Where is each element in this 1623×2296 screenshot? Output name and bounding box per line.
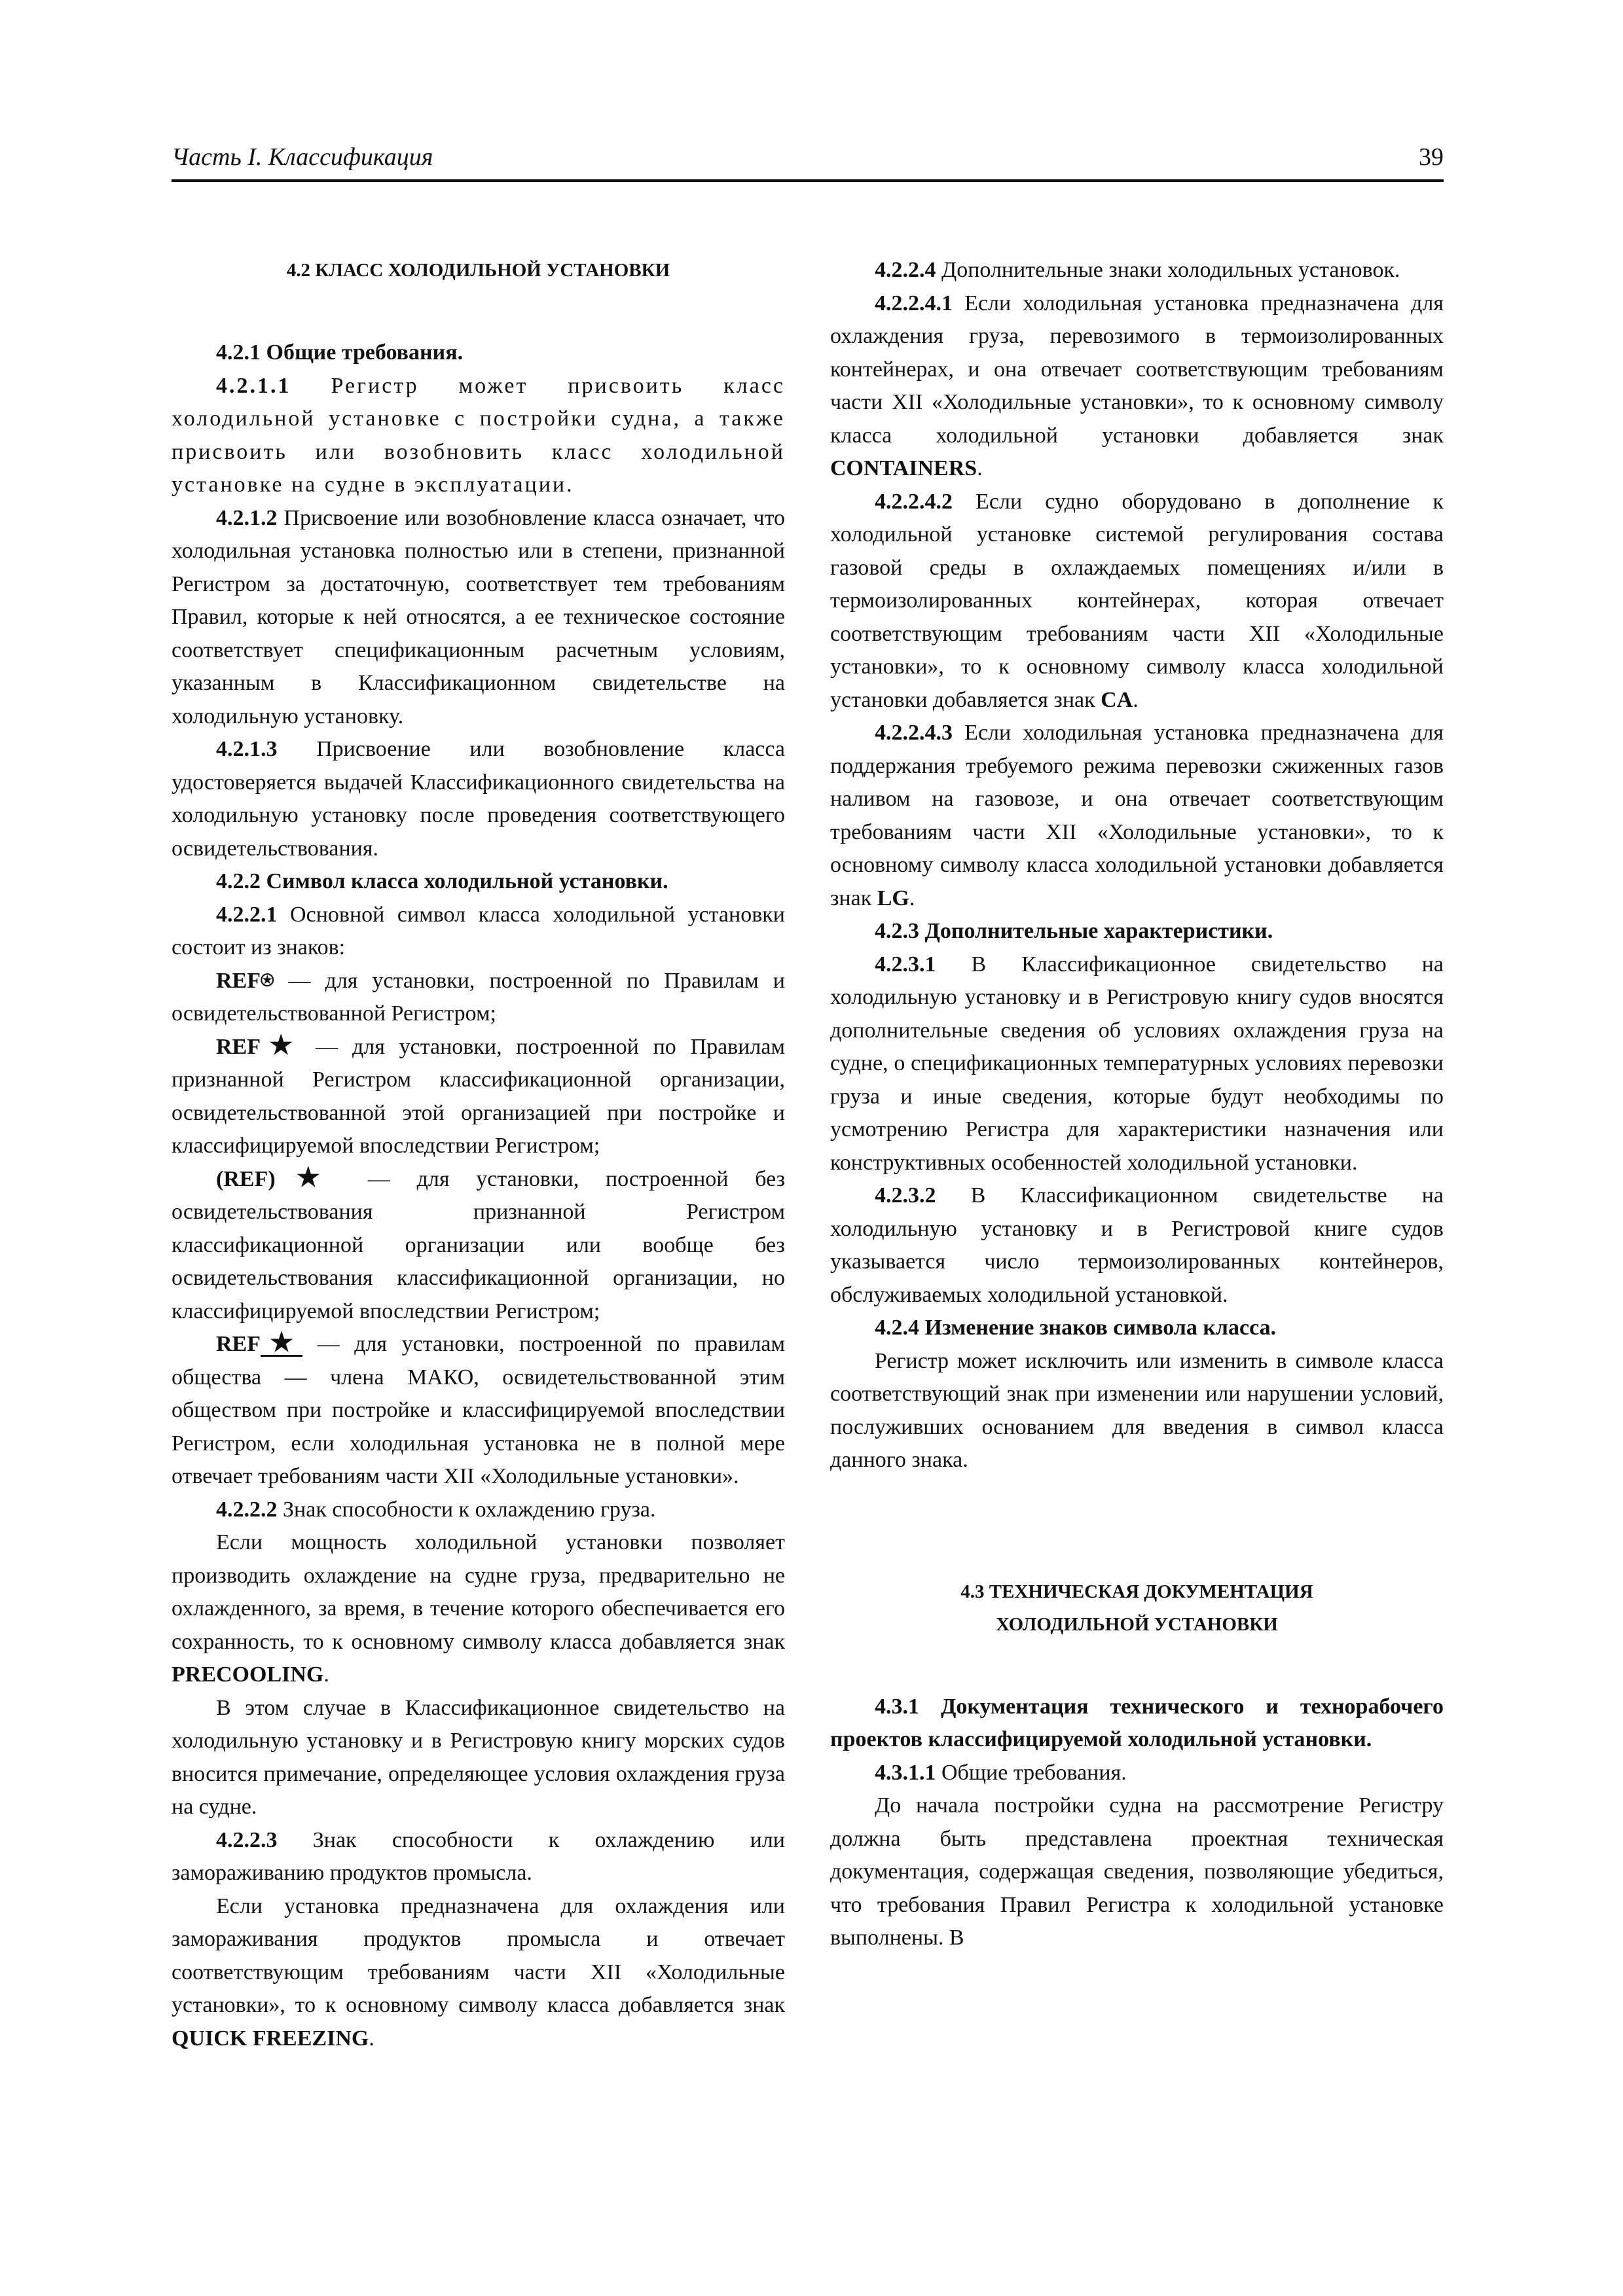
clause-number: 4.2.2.4.3 xyxy=(875,721,953,745)
left-column xyxy=(172,254,785,2055)
paragraph-precooling: Если мощность холодильной установки позволяет производить охлаждение на судне груза, предварительно не охлажденного, за время, в течение которого обеспечивается его сохранность, то к основному символу класса добавляется знак PRECOOLING. xyxy=(172,1530,785,1687)
class-mark: REF xyxy=(216,1332,261,1356)
clause-number: 4.2.2.3 xyxy=(216,1827,278,1852)
class-mark-lg: LG xyxy=(877,886,909,910)
paragraph-4-2-3-1 xyxy=(830,948,1444,1180)
paragraph-4-2-1-3 xyxy=(172,733,785,865)
clause-text: Дополнительные знаки холодильных установок. xyxy=(936,258,1400,282)
clause-text: В Классификационное свидетельство на холодильную установку и в Регистровую книгу судов вносятся дополнительные сведения об условиях охлаждения груза на судне, о спецификационных температурных условиях перевозки груза и иные сведения, которые будут необходимы по усмотрению Регистра для характеристики назначения или конструктивных особенностей холодильной установки. xyxy=(830,952,1444,1175)
page-header xyxy=(172,143,1444,182)
subsection-heading-4-2-3: 4.2.3 Дополнительные характеристики. xyxy=(875,919,1273,943)
clause-text: Если установка предназначена для охлаждения или замораживания продуктов промысла и отвечает соответствующим требованиям части XII «Холодильные установки», то к основному символу класса добавляется знак xyxy=(172,1893,785,2017)
clause-text: — для установки, построенной по правилам общества — члена МАКО, освидетельствованной этим обществом при постройке и классифицируемой впоследствии Регистром, если холодильная установка не в полной мере отвечает требованиям части XII «Холодильные установки». xyxy=(172,1332,786,1488)
clause-number: 4.2.1.1 xyxy=(216,373,291,398)
class-symbol-ref-brackets-star xyxy=(172,1163,785,1329)
paragraph-precooling-note: В этом случае в Классификационное свидетельство на холодильную установку и в Регистровую книгу морских судов вносится примечание, определяющее условия охлаждения груза на судне. xyxy=(172,1695,785,1819)
clause-number: 4.2.2.2 xyxy=(216,1497,278,1522)
clause-text: Если судно оборудовано в дополнение к холодильной установке системой регулирования состава газовой среды в охлаждаемых помещениях и/или в термоизолированных контейнерах, которая отвечает соответствующим требованиям части XII «Холодильные установки», то к основному символу класса холодильной установки добавляется знак xyxy=(830,489,1444,712)
paragraph-4-2-2-4-1: 4.2.2.4.1 Если холодильная установка предназначена для охлаждения груза, перевозимого в термоизолированных контейнерах, и она отвечает соответствующим требованиям части XII «Холодильные установки», то к основному символу класса холодильной установки добавляется знак CONTAINERS. xyxy=(830,291,1444,480)
clause-number: 4.2.1.3 xyxy=(216,737,278,761)
section-heading-4-2: 4.2 КЛАСС ХОЛОДИЛЬНОЙ УСТАНОВКИ xyxy=(286,260,670,281)
clause-number: 4.2.2.4.1 xyxy=(875,291,953,315)
subsection-heading-4-2-2: 4.2.2 Символ класса холодильной установки. xyxy=(216,869,668,893)
class-symbol-ref-circle-star xyxy=(172,965,785,1031)
paragraph-4-2-2-4-3: 4.2.2.4.3 Если холодильная установка предназначена для поддержания требуемого режима перевозки сжиженных газов наливом на газовозе, и она отвечает соответствующим требованиям части XII «Холодильные установки», то к основному символу класса холодильной установки добавляется знак LG. xyxy=(830,721,1444,910)
subsection-heading-4-2-4: 4.2.4 Изменение знаков символа класса. xyxy=(875,1316,1277,1340)
class-symbol-ref-underlined-star xyxy=(172,1328,785,1494)
paragraph-4-3-1-1 xyxy=(830,1757,1444,1790)
clause-number: 4.2.2.4.2 xyxy=(875,489,953,514)
clause-text: В Классификационном свидетельстве на холодильную установку и в Регистровой книге судов указывается число термоизолированных контейнеров, обслуживаемых холодильной установкой. xyxy=(830,1183,1444,1307)
clause-text: Общие требования. xyxy=(936,1760,1127,1785)
clause-number: 4.2.3.1 xyxy=(875,952,936,977)
class-mark: REF xyxy=(216,1034,261,1059)
paragraph-4-2-2-4 xyxy=(830,254,1444,287)
clause-text: Регистр может присвоить класс холодильной установке с постройки судна, а также присвоить или возобновить класс холодильной установке на судне в эксплуатации. xyxy=(172,373,785,497)
class-mark-precooling: PRECOOLING xyxy=(172,1662,324,1687)
section-heading-4-3-line1: 4.3 ТЕХНИЧЕСКАЯ ДОКУМЕНТАЦИЯ xyxy=(960,1581,1313,1602)
clause-text: Знак способности к охлаждению груза. xyxy=(277,1497,656,1522)
paragraph-4-2-4: Регистр может исключить или изменить в символе класса соответствующий знак при изменении или нарушении условий, послуживших основанием для введения в символ класса данного знака. xyxy=(830,1348,1444,1472)
subsection-heading-4-3-1: 4.3.1 Документация технического и технорабочего проектов классифицируемой холодильной установки. xyxy=(830,1694,1444,1751)
clause-number: 4.2.3.2 xyxy=(875,1183,936,1208)
clause-text: — для установки, построенной по Правилам и освидетельствованной Регистром; xyxy=(172,968,785,1026)
star-icon: ★ xyxy=(261,1030,302,1060)
paragraph-4-3-1-1-body: До начала постройки судна на рассмотрение Регистру должна быть представлена проектная техническая документация, содержащая сведения, позволяющие убедиться, что требования Правил Регистра к холодильной установке выполнены. В xyxy=(830,1793,1444,1950)
paragraph-4-2-2-1 xyxy=(172,899,785,965)
class-symbol-ref-star xyxy=(172,1031,785,1163)
clause-text: Основной символ класса холодильной установки состоит из знаков: xyxy=(172,902,785,960)
clause-text: — для установки, построенной без освидетельствования признанной Регистром классификационной организации или вообще без освидетельствования классификационной организации, но классифицируемой впоследствии Регистром; xyxy=(172,1166,786,1323)
class-mark-containers: CONTAINERS xyxy=(830,456,977,480)
clause-text: Если холодильная установка предназначена для поддержания требуемого режима перевозки сжиженных газов наливом на газовозе, и она отвечает соответствующим требованиям части XII «Холодильные установки», то к основному символу класса холодильной установки добавляется знак xyxy=(830,721,1444,910)
underlined-star-icon: ★ xyxy=(261,1327,302,1357)
section-heading-4-3-line2: ХОЛОДИЛЬНОЙ УСТАНОВКИ xyxy=(996,1613,1278,1635)
subsection-heading-4-2-1: 4.2.1 Общие требования. xyxy=(216,340,464,365)
clause-number: 4.2.2.1 xyxy=(216,902,278,927)
paragraph-4-2-1-2 xyxy=(172,502,785,734)
paragraph-4-2-2-2 xyxy=(172,1494,785,1527)
clause-text: — для установки, построенной по Правилам признанной Регистром классификационной организации, освидетельствованной этой организацией при постройке и классифицируемой впоследствии Регистром; xyxy=(172,1034,786,1158)
clause-text: Присвоение или возобновление класса означает, что холодильная установка полностью или в степени, признанной Регистром за достаточную, соответствует тем требованиям Правил, которые к ней относятся, а ее техническое состояние соответствует спецификационным расчетным условиям, указанным в Классификационном свидетельстве на холодильную установку. xyxy=(172,505,785,728)
class-mark: (REF) xyxy=(216,1166,276,1191)
paragraph-4-2-1-1 xyxy=(172,370,785,502)
paragraph-4-2-2-4-2: 4.2.2.4.2 Если судно оборудовано в дополнение к холодильной установке системой регулирования состава газовой среды в охлаждаемых помещениях и/или в термоизолированных контейнерах, которая отвечает соответствующим требованиям части XII «Холодильные установки», то к основному символу класса холодильной установки добавляется знак CA. xyxy=(830,489,1444,712)
class-mark-quick-freezing: QUICK FREEZING xyxy=(172,2026,369,2051)
star-icon: ★ xyxy=(275,1162,342,1192)
class-mark: REF xyxy=(216,968,261,993)
clause-number: 4.2.2.4 xyxy=(875,258,936,282)
class-mark-ca: CA xyxy=(1101,687,1133,712)
right-column xyxy=(830,254,1444,1955)
clause-text: Если холодильная установка предназначена для охлаждения груза, перевозимого в термоизолированных контейнерах, и она отвечает соответствующим требованиям части XII «Холодильные установки», то к основному символу класса холодильной установки добавляется знак xyxy=(830,291,1444,448)
clause-text: Присвоение или возобновление класса удостоверяется выдачей Классификационного свидетельства на холодильную установку после проведения соответствующего освидетельствования. xyxy=(172,737,785,861)
clause-text: Если мощность холодильной установки позволяет производить охлаждение на судне груза, предварительно не охлажденного, за время, в течение которого обеспечивается его сохранность, то к основному символу класса добавляется знак xyxy=(172,1530,785,1654)
paragraph-4-2-2-3 xyxy=(172,1824,785,1890)
paragraph-quick-freezing: Если установка предназначена для охлаждения или замораживания продуктов промысла и отвечает соответствующим требованиям части XII «Холодильные установки», то к основному символу класса добавляется знак QUICK FREEZING. xyxy=(172,1893,785,2051)
clause-text: Знак способности к охлаждению или замораживанию продуктов промысла. xyxy=(172,1827,785,1885)
page-number: 39 xyxy=(1419,143,1444,171)
circled-star-icon: ⍟ xyxy=(261,968,274,993)
clause-number: 4.2.1.2 xyxy=(216,505,278,530)
running-title: Часть I. Классификация xyxy=(172,143,433,171)
paragraph-4-2-3-2 xyxy=(830,1179,1444,1312)
clause-number: 4.3.1.1 xyxy=(875,1760,936,1785)
